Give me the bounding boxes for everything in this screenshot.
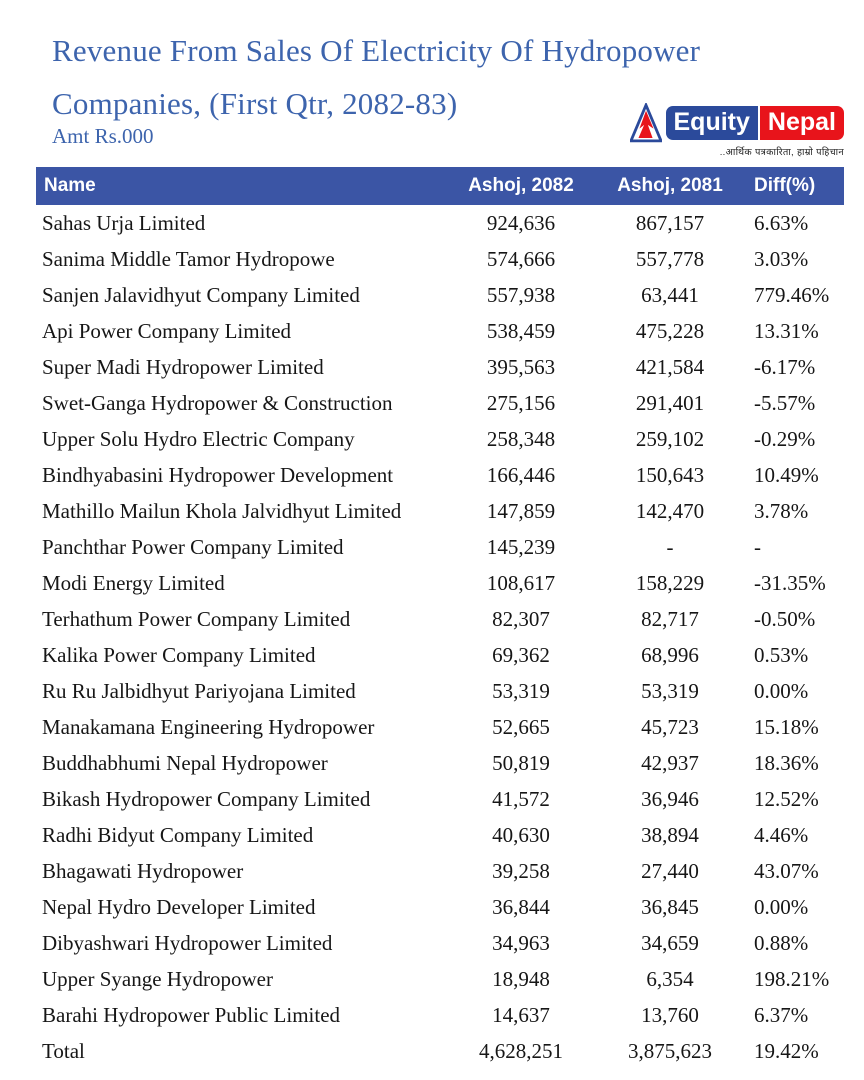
table-row (36, 385, 844, 421)
table-row (36, 889, 844, 925)
diff-percent-cell: 0.00% (754, 678, 809, 703)
total-row (36, 1033, 844, 1069)
ashoj-2082-value-cell: 41,572 (492, 786, 550, 811)
company-name-cell: Modi Energy Limited (42, 570, 225, 595)
company-name-cell: Api Power Company Limited (42, 318, 292, 343)
logo-wordmark (630, 103, 845, 143)
company-name-cell: Mathillo Mailun Khola Jalvidhyut Limited (42, 498, 402, 523)
table-row (36, 421, 844, 457)
table-row (36, 925, 844, 961)
ashoj-2081-value-cell: 82,717 (641, 606, 699, 631)
table-row (36, 277, 844, 313)
diff-percent-cell: 3.03% (754, 246, 809, 271)
table-row (36, 205, 844, 241)
ashoj-2082-value-cell: 52,665 (492, 714, 550, 739)
diff-percent-cell: 15.18% (754, 714, 819, 739)
diff-percent-cell: 0.53% (754, 642, 809, 667)
ashoj-2081-value-cell: 27,440 (641, 858, 699, 883)
ashoj-2082-value-cell: 34,963 (492, 930, 550, 955)
ashoj-2081-value-cell: 421,584 (635, 354, 705, 379)
ashoj-2082-value-cell: 50,819 (492, 750, 550, 775)
table-row (36, 241, 844, 277)
ashoj-2082-value-cell: 395,563 (486, 354, 556, 379)
diff-percent-cell: -31.35% (754, 570, 826, 595)
ashoj-2081-value-cell: 259,102 (635, 426, 705, 451)
company-name-cell: Bhagawati Hydropower (42, 858, 244, 883)
ashoj-2081-value-cell: 557,778 (635, 246, 705, 271)
table-row (36, 961, 844, 997)
ashoj-2081-value-cell: 158,229 (635, 570, 705, 595)
ashoj-2082-value-cell: 145,239 (486, 534, 556, 559)
diff-percent-cell: 10.49% (754, 462, 819, 487)
ashoj-2081-value-cell: - (666, 534, 674, 559)
company-name-cell: Dibyashwari Hydropower Limited (42, 930, 333, 955)
company-name-cell: Super Madi Hydropower Limited (42, 354, 324, 379)
revenue-table (36, 167, 844, 1069)
diff-percent-cell: 43.07% (754, 858, 819, 883)
diff-percent-cell: 6.37% (754, 1002, 809, 1027)
ashoj-2082-value-cell: 36,844 (492, 894, 550, 919)
ashoj-2081-value-cell: 36,845 (641, 894, 699, 919)
ashoj-2082-value-cell: 166,446 (486, 462, 556, 487)
company-name-cell: Swet-Ganga Hydropower & Construction (42, 390, 393, 415)
diff-percent-cell: 13.31% (754, 318, 819, 343)
ashoj-2082-value-cell: 39,258 (492, 858, 550, 883)
ashoj-2082-value-cell: 557,938 (486, 282, 556, 307)
ashoj-2081-value-cell: 36,946 (641, 786, 699, 811)
company-name-cell: Terhathum Power Company Limited (42, 606, 351, 631)
diff-percent-cell: 4.46% (754, 822, 809, 847)
ashoj-2081-value-cell: 68,996 (641, 642, 699, 667)
column-header-ashoj-2082: Ashoj, 2082 (468, 175, 574, 196)
column-header-diff-percent: Diff(%) (754, 175, 816, 196)
ashoj-2082-value-cell: 40,630 (492, 822, 550, 847)
table-row (36, 637, 844, 673)
ashoj-2081-value-cell: 3,875,623 (628, 1038, 712, 1063)
ashoj-2082-value-cell: 69,362 (492, 642, 550, 667)
ashoj-2081-value-cell: 45,723 (641, 714, 699, 739)
table-row (36, 601, 844, 637)
mountain-triangle-icon (630, 103, 662, 143)
company-name-cell: Sahas Urja Limited (42, 210, 206, 235)
company-name-cell: Sanjen Jalavidhyut Company Limited (42, 282, 360, 307)
company-name-cell: Radhi Bidyut Company Limited (42, 822, 314, 847)
diff-percent-cell: -0.29% (754, 426, 816, 451)
page-title (52, 24, 700, 130)
company-name-cell: Panchthar Power Company Limited (42, 534, 344, 559)
diff-percent-cell: 0.88% (754, 930, 809, 955)
diff-percent-cell: 18.36% (754, 750, 819, 775)
company-name-cell: Kalika Power Company Limited (42, 642, 316, 667)
ashoj-2082-value-cell: 275,156 (486, 390, 556, 415)
company-name-cell: Manakamana Engineering Hydropower (42, 714, 375, 739)
company-name-cell: Nepal Hydro Developer Limited (42, 894, 316, 919)
ashoj-2082-value-cell: 4,628,251 (479, 1038, 563, 1063)
company-name-cell: Total (42, 1038, 85, 1063)
ashoj-2081-value-cell: 867,157 (635, 210, 705, 235)
ashoj-2081-value-cell: 475,228 (635, 318, 705, 343)
table-row (36, 997, 844, 1033)
table-row (36, 817, 844, 853)
ashoj-2081-value-cell: 13,760 (641, 1002, 699, 1027)
diff-percent-cell: 3.78% (754, 498, 809, 523)
amount-unit-label: Amt Rs.000 (52, 124, 154, 148)
title-line-2: Companies, (First Qtr, 2082-83) (52, 86, 458, 121)
ashoj-2081-value-cell: 38,894 (641, 822, 699, 847)
ashoj-2081-value-cell: 63,441 (641, 282, 699, 307)
column-header-name: Name (44, 175, 96, 196)
diff-percent-cell: 779.46% (754, 282, 830, 307)
company-name-cell: Ru Ru Jalbidhyut Pariyojana Limited (42, 678, 356, 703)
ashoj-2082-value-cell: 924,636 (486, 210, 556, 235)
diff-percent-cell: - (754, 534, 761, 559)
ashoj-2081-value-cell: 34,659 (641, 930, 699, 955)
table-row (36, 709, 844, 745)
table-row (36, 853, 844, 889)
diff-percent-cell: 6.63% (754, 210, 809, 235)
ashoj-2081-value-cell: 150,643 (635, 462, 705, 487)
ashoj-2082-value-cell: 108,617 (486, 570, 556, 595)
logo-equity-text: Equity (666, 106, 758, 140)
title-line-1: Revenue From Sales Of Electricity Of Hydropower (52, 33, 701, 68)
company-name-cell: Barahi Hydropower Public Limited (42, 1002, 341, 1027)
ashoj-2081-value-cell: 142,470 (635, 498, 705, 523)
column-header-ashoj-2081: Ashoj, 2081 (617, 175, 723, 196)
company-name-cell: Bikash Hydropower Company Limited (42, 786, 371, 811)
diff-percent-cell: -5.57% (754, 390, 816, 415)
ashoj-2082-value-cell: 53,319 (492, 678, 550, 703)
company-name-cell: Upper Syange Hydropower (42, 966, 273, 991)
table-row (36, 673, 844, 709)
diff-percent-cell: -0.50% (754, 606, 816, 631)
table-row (36, 457, 844, 493)
table-row (36, 349, 844, 385)
diff-percent-cell: 19.42% (754, 1038, 819, 1063)
ashoj-2082-value-cell: 538,459 (486, 318, 556, 343)
logo-tagline: ..आर्थिक पत्रकारिता, हाम्रो पहिचान (719, 147, 844, 158)
company-name-cell: Buddhabhumi Nepal Hydropower (42, 750, 328, 775)
ashoj-2082-value-cell: 147,859 (486, 498, 556, 523)
diff-percent-cell: 12.52% (754, 786, 819, 811)
table-row (36, 565, 844, 601)
logo-nepal-text: Nepal (760, 106, 844, 140)
ashoj-2082-value-cell: 258,348 (486, 426, 556, 451)
ashoj-2081-value-cell: 53,319 (641, 678, 699, 703)
ashoj-2081-value-cell: 42,937 (641, 750, 699, 775)
table-body (36, 205, 844, 1069)
company-name-cell: Upper Solu Hydro Electric Company (42, 426, 355, 451)
ashoj-2082-value-cell: 82,307 (492, 606, 550, 631)
diff-percent-cell: 198.21% (754, 966, 830, 991)
ashoj-2081-value-cell: 291,401 (635, 390, 705, 415)
company-name-cell: Bindhyabasini Hydropower Development (42, 462, 394, 487)
diff-percent-cell: 0.00% (754, 894, 809, 919)
ashoj-2081-value-cell: 6,354 (646, 966, 694, 991)
table-row (36, 313, 844, 349)
ashoj-2082-value-cell: 14,637 (492, 1002, 550, 1027)
table-row (36, 493, 844, 529)
table-row (36, 529, 844, 565)
ashoj-2082-value-cell: 574,666 (486, 246, 556, 271)
diff-percent-cell: -6.17% (754, 354, 816, 379)
equity-nepal-logo (630, 103, 845, 158)
table-header-row (36, 167, 844, 205)
table-row (36, 781, 844, 817)
table-row (36, 745, 844, 781)
ashoj-2082-value-cell: 18,948 (492, 966, 550, 991)
company-name-cell: Sanima Middle Tamor Hydropowe (42, 246, 335, 271)
